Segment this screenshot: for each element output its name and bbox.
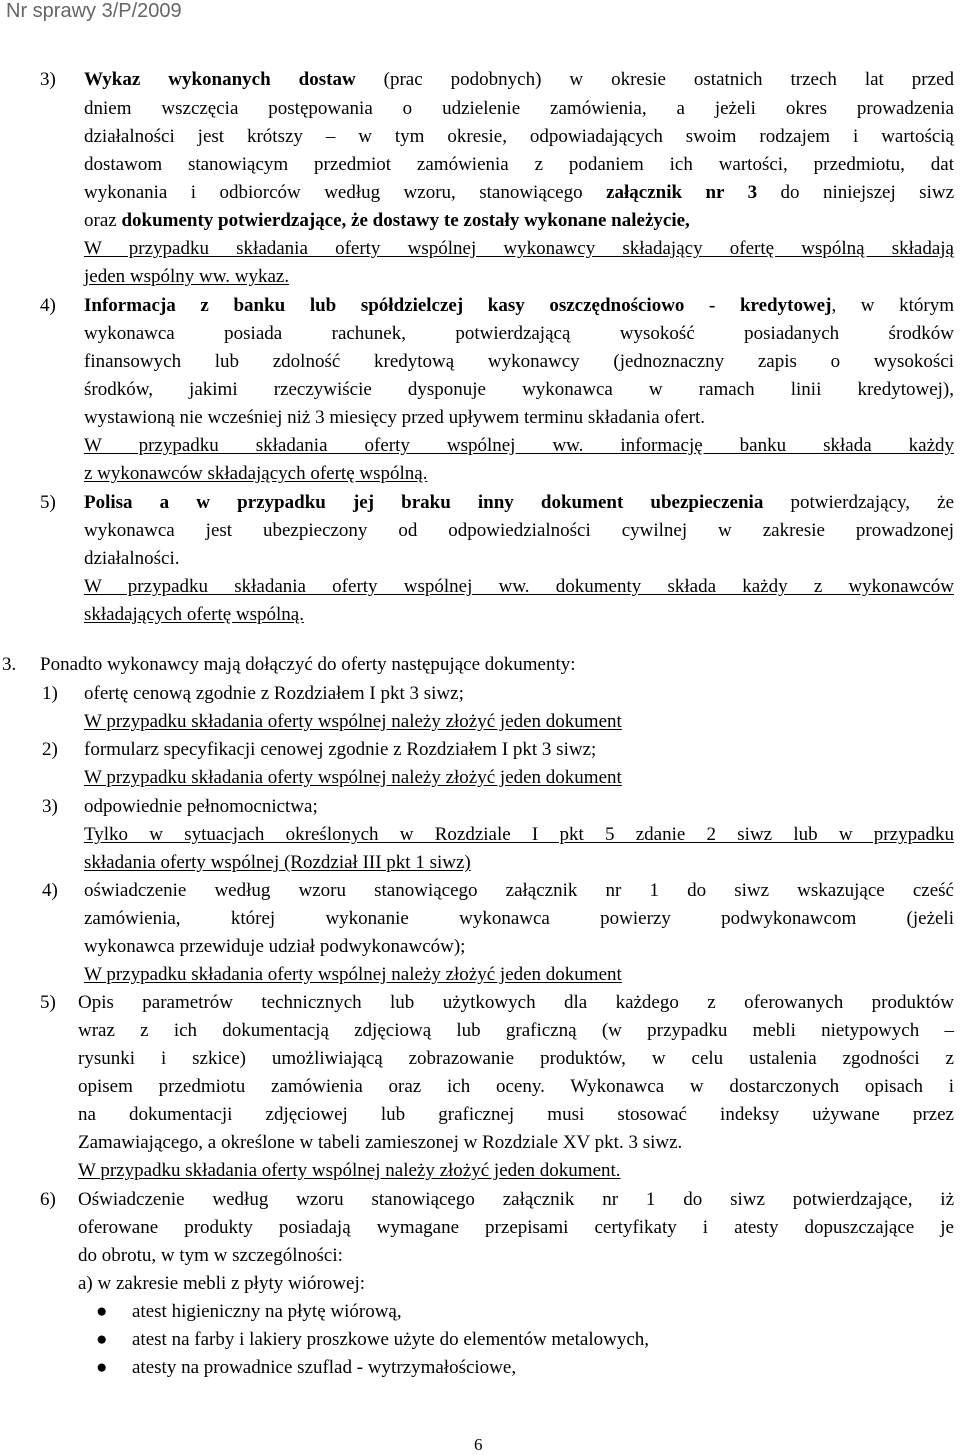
paragraph-line: oferowane produkty posiadają wymagane przepisami certyfikaty i atesty dopuszczające je	[78, 1217, 954, 1238]
paragraph-line: wykonawca posiada rachunek, potwierdzającą wysokość posiadanych środków	[84, 323, 954, 344]
bullet-item: atest na farby i lakiery proszkowe użyte do elementów metalowych,	[132, 1329, 650, 1350]
bold-lead: Informacja z banku lub spółdzielczej kasy oszczędnościowo - kredytowej	[84, 295, 832, 316]
underlined-note: W przypadku składania oferty wspólnej należy złożyć jeden dokument.	[78, 1160, 621, 1181]
bold-attachment-ref: załącznik nr 3	[606, 182, 758, 203]
paragraph-line: na dokumentacji zdjęciowej lub graficznej musi stosować indeksy używane przez	[78, 1104, 954, 1125]
section-number: 3.	[2, 654, 17, 675]
paragraph-line: formularz specyfikacji cenowej zgodnie z Rozdziałem I pkt 3 siwz;	[84, 739, 597, 760]
item-number: 5)	[40, 992, 56, 1013]
paragraph-line: działalności jest krótszy – w tym okresie, odpowiadających swoim rodzajem i wartością	[84, 126, 954, 147]
underlined-note: W przypadku składania oferty wspólnej ww. informację banku składa każdy	[84, 435, 954, 456]
line-text: wykonania i odbiorców według wzoru, stanowiącego	[84, 182, 583, 203]
paragraph-line	[84, 296, 954, 315]
paragraph-line: oświadczenie według wzoru stanowiącego załącznik nr 1 do siwz wskazujące cześć	[84, 880, 954, 901]
line-text: do niniejszej siwz	[780, 182, 955, 203]
line-text: , w którym	[831, 295, 954, 316]
paragraph-line: działalności.	[84, 548, 180, 569]
item-number: 2)	[42, 739, 58, 760]
underlined-note: W przypadku składania oferty wspólnej wykonawcy składający ofertę wspólną składają	[84, 238, 954, 259]
line-text: oraz	[84, 210, 117, 231]
item-number: 3)	[40, 69, 56, 90]
line-text: (prac podobnych) w okresie ostatnich trzech lat przed	[383, 69, 955, 90]
item-number: 4)	[40, 295, 56, 316]
underlined-note: W przypadku składania oferty wspólnej ww. dokumenty składa każdy z wykonawców	[84, 576, 954, 597]
underlined-note: składania oferty wspólnej (Rozdział III pkt 1 siwz)	[84, 852, 471, 873]
bold-documents: dokumenty potwierdzające, że dostawy te zostały wykonane należycie,	[121, 210, 690, 231]
paragraph-line: rysunki i szkice) umożliwiającą zobrazowanie produktów, w celu ustalenia zgodności z	[78, 1048, 954, 1069]
paragraph-line: wraz z ich dokumentacją zdjęciową lub graficzną (w przypadku mebli nietypowych –	[78, 1020, 954, 1041]
bold-lead: Wykaz wykonanych dostaw	[84, 69, 356, 90]
paragraph-line: finansowych lub zdolność kredytową wykonawcy (jednoznaczny zapis o wysokości	[84, 351, 954, 372]
bullet-marker: ●	[96, 1329, 108, 1350]
paragraph-line: Oświadczenie według wzoru stanowiącego załącznik nr 1 do siwz potwierdzające, iż	[78, 1189, 954, 1210]
item-number: 5)	[40, 492, 56, 513]
bullet-marker: ●	[96, 1357, 108, 1378]
bullet-item: atesty na prowadnice szuflad - wytrzymałościowe,	[132, 1357, 517, 1378]
underlined-note: W przypadku składania oferty wspólnej należy złożyć jeden dokument	[84, 964, 622, 985]
line-text: potwierdzający, że	[790, 492, 955, 513]
item-number: 1)	[42, 683, 58, 704]
paragraph-line	[84, 493, 954, 512]
page-number: 6	[474, 1435, 483, 1454]
underlined-note: jeden wspólny ww. wykaz.	[84, 266, 290, 287]
paragraph-line: środków, jakimi rzeczywiście dysponuje wykonawca w ramach linii kredytowej),	[84, 379, 954, 400]
item-number: 4)	[42, 880, 58, 901]
paragraph-line: dostawom stanowiącym przedmiot zamówienia z podaniem ich wartości, przedmiotu, dat	[84, 154, 954, 175]
underlined-note: W przypadku składania oferty wspólnej należy złożyć jeden dokument	[84, 767, 622, 788]
paragraph-line: ofertę cenową zgodnie z Rozdziałem I pkt 3 siwz;	[84, 683, 464, 704]
bullet-marker: ●	[96, 1301, 108, 1322]
paragraph-line: do obrotu, w tym w szczególności:	[78, 1245, 343, 1266]
paragraph-line	[84, 70, 954, 89]
paragraph-line: wykonawca przewiduje udział podwykonawców);	[84, 936, 466, 957]
paragraph-line: zamówienia, której wykonanie wykonawca powierzy podwykonawcom (jeżeli	[84, 908, 954, 929]
underlined-note: składających ofertę wspólną.	[84, 604, 304, 625]
paragraph-line: odpowiednie pełnomocnictwa;	[84, 796, 318, 817]
case-number-header: Nr sprawy 3/P/2009	[6, 0, 182, 22]
paragraph-line: wystawioną nie wcześniej niż 3 miesięcy przed upływem terminu składania ofert.	[84, 407, 705, 428]
subpoint-label: a) w zakresie mebli z płyty wiórowej:	[78, 1273, 366, 1294]
paragraph-line: opisem przedmiotu zamówienia oraz ich oceny. Wykonawca w dostarczonych opisach i	[78, 1076, 954, 1097]
paragraph-line: Opis parametrów technicznych lub użytkowych dla każdego z oferowanych produktów	[78, 992, 954, 1013]
bold-lead: Polisa a w przypadku jej braku inny dokument ubezpieczenia	[84, 492, 764, 513]
underlined-note: W przypadku składania oferty wspólnej należy złożyć jeden dokument	[84, 711, 622, 732]
item-number: 3)	[42, 796, 58, 817]
paragraph-line: Zamawiającego, a określone w tabeli zamieszonej w Rozdziale XV pkt. 3 siwz.	[78, 1132, 683, 1153]
underlined-note: z wykonawców składających ofertę wspólną.	[84, 463, 428, 484]
paragraph-line	[84, 211, 690, 230]
item-number: 6)	[40, 1189, 56, 1210]
paragraph-line: wykonawca jest ubezpieczony od odpowiedzialności cywilnej w zakresie prowadzonej	[84, 520, 954, 541]
bullet-item: atest higieniczny na płytę wiórową,	[132, 1301, 402, 1322]
paragraph-line: dniem wszczęcia postępowania o udzielenie zamówienia, a jeżeli okres prowadzenia	[84, 98, 954, 119]
paragraph-line	[84, 183, 954, 202]
section-intro: Ponadto wykonawcy mają dołączyć do oferty następujące dokumenty:	[40, 654, 576, 675]
underlined-note: Tylko w sytuacjach określonych w Rozdziale I pkt 5 zdanie 2 siwz lub w przypadku	[84, 824, 954, 845]
